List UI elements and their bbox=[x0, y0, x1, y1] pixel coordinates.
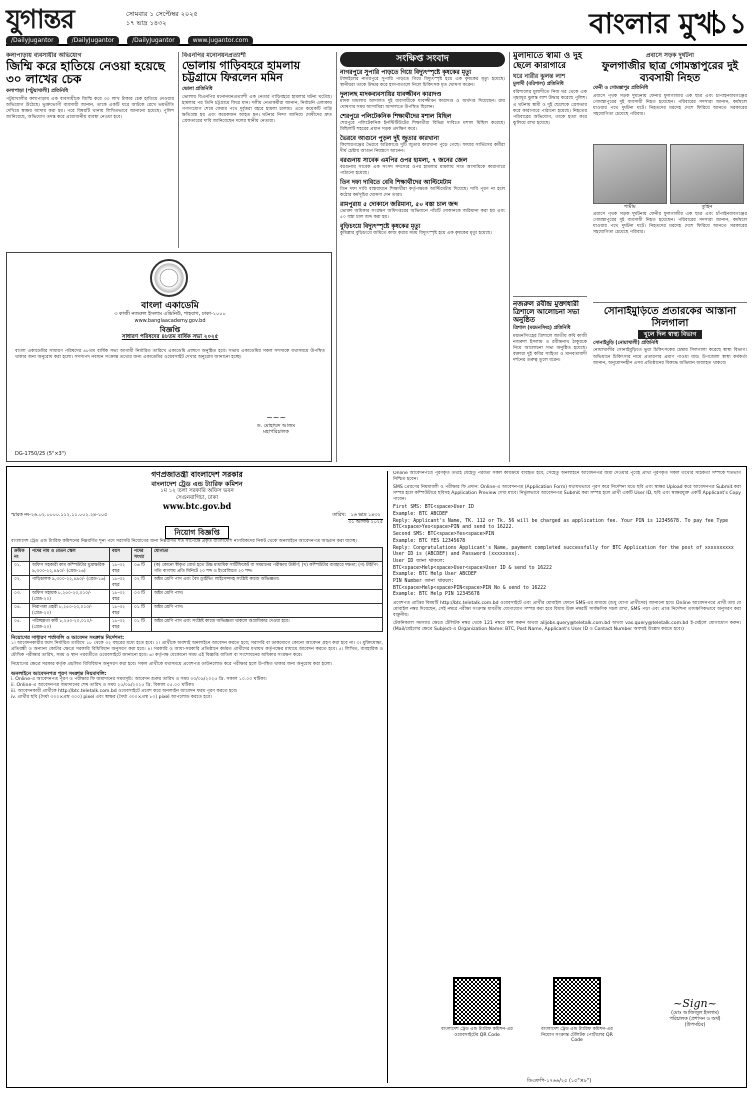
story-body: ময়মনসিংহের ত্রিশালে জাতীয় কবি কাজী নজরুল ইসলাম ও রবীন্দ্রনাথ ঠাকুরকে নিয়ে আলোচনা সভা অনুষ্ঠিত হয়েছে। বক্তারা দুই কবির সাহিত্য ও মানবতাবাদী দর্শনের গুরুত্ব তুলে ধরেন। bbox=[513, 334, 587, 364]
bangla-academy-notice bbox=[6, 252, 332, 462]
table-row: ০১. অফিস সহকারী কাম কম্পিউটার মুদ্রাক্ষরিক ৯,৩০০-২২,৪৯০/- (গ্রেড-১৬) ১৮-৩২ বছর ০৬ টি (ক) কোনো স্বীকৃত বোর্ড হতে উচ্চ মাধ্যমিক সার্টিফিকেট বা সমমানের পরীক্ষায় উত্তীর্ণ; (খ) কম্পিউটার ব্যবহারে দক্ষতা; (গ) টাইপিং গতি বাংলায় প্রতি মিনিটে ২০ শব্দ ও ইংরেজিতে ২০ শব্দ। bbox=[12, 562, 383, 576]
signature-block: ~Sign~ (মোঃ আজিজুল ইসলাম) পরিচালক (প্রশাসন ও অর্থ) (উপসচিব) bbox=[669, 997, 721, 1028]
brief-news bbox=[340, 52, 505, 462]
story-subhead: খুলে দিল স্বাস্থ্য বিভাগ bbox=[638, 330, 703, 339]
online-item: iii. আবেদনকারী প্রার্থীকে http://btc.teletalk.com.bd ওয়েবসাইটে প্রবেশ করে অনলাইন আবেদন ফরম পূরণ করতে হবে। bbox=[11, 688, 238, 694]
twitter-link[interactable]: /DailyJugantor bbox=[67, 36, 120, 46]
memo-number: স্মারক নং-২৬.০২.০০০০.১১২.১১.০০২.২৪-১০৫ bbox=[11, 512, 108, 518]
story-headline[interactable]: নজরুল রবীন্দ্র মুক্তাধারী ত্রিশালে আলোচনা সভা অনুষ্ঠিত bbox=[513, 300, 580, 325]
brief-item: বুড়িচংয়ে বিদ্যুৎস্পৃষ্টে কৃষকের মৃত্যু কুমিল্লার বুড়িচংয়ে জমিতে কাজ করার সময় বিদ্যুৎস্পৃষ্ট হয়ে এক কৃষকের মৃত্যু হয়েছে। bbox=[340, 223, 492, 237]
story-body-more: প্রবাসে পৃথক সড়ক দুর্ঘটনায় ফেনীর ফুলগাজীর এক ছাত্র এবং চাঁপাইনবাবগঞ্জের গোমস্তাপুরের দুই ব্যবসায়ী নিহত হয়েছেন। পরিবারের সদস্যরা জানান, কর্মস্থলে যাওয়ার পথে দুর্ঘটনা ঘটে। নিহতদের মরদেহ দেশে ফিরিয়ে আনতে সরকারের সহযোগিতা চেয়েছে পরিবার। bbox=[593, 211, 747, 236]
academy-name: বাংলা একাডেমি bbox=[141, 301, 199, 311]
conditions-body-more: নিয়োগের ক্ষেত্রে সরকার কর্তৃক প্রচলিত বিধিবিধান অনুসরণ করা হবে। সকল প্রার্থীকে যথাসময়ে প্রবেশপত্র ডাউনলোড করে পরীক্ষার হলে উপস্থিত থাকার জন্য অনুরোধ করা হলো। bbox=[11, 661, 333, 667]
academy-web[interactable]: www.banglaacademy.gov.bd bbox=[134, 317, 206, 324]
website-link[interactable]: www.jugantor.com bbox=[188, 36, 254, 46]
conditions-body: ১। আবেদনকারীর বয়স নির্ধারিত তারিখে ১৮ থেকে ৩২ বছরের মধ্যে হতে হবে। ২। প্রার্থীকে অবশ্যই অনলাইনে আবেদন করতে হবে; সরাসরি বা ডাকযোগে কোনো আবেদন গ্রহণ করা হবে না। ৩। মুক্তিযোদ্ধা, প্রতিবন্ধী ও অন্যান্য কোটার ক্ষেত্রে সরকারি বিধিবিধান অনুসরণ করা হবে। ৪। সরকারি ও আধা-সরকারি প্রতিষ্ঠানে কর্মরত প্রার্থীদের যথাযথ কর্তৃপক্ষের মাধ্যমে আবেদন করতে হবে। ৫। লিখিত, ব্যবহারিক ও মৌখিক পরীক্ষার তারিখ, সময় ও স্থান পরবর্তীতে ওয়েবসাইটে জানানো হবে। ৬। কর্তৃপক্ষ যেকোনো সময় এই বিজ্ঞপ্তি বাতিল বা সংশোধনের অধিকার সংরক্ষণ করে। bbox=[11, 641, 383, 659]
conditions-title: নিয়োগের সাধারণ শর্তাবলি ও আবেদন সংক্রান্ত নির্দেশনা: bbox=[11, 635, 125, 642]
story-byline: ফেনী ও গোমস্তাপুর প্রতিনিধি bbox=[593, 85, 648, 91]
ad-left-column: গণপ্রজাতন্ত্রী বাংলাদেশ সরকার বাংলাদেশ ট্রেড এন্ড ট্যারিফ কমিশন ১ম ১২ তলা সরকারি অফিস ভবন সেগুনবাগিচা, ঢাকা www.btc.gov.bd স্মারক নং-২৬.০২.০০০০.১১২.১১.০০২.২৪-১০৫ তারিখ: ১৬ ভাদ্র ১৪৩২ ৩১ আগস্ট ২০২৫ নিয়োগ বিজ্ঞপ্তি বাংলাদেশ ট্রেড এন্ড ট্যারিফ কমিশনের নিম্নবর্ণিত শূন্য পদে সরাসরি নিয়োগের জন্য নিম্নবর্ণিত শর্ত সাপেক্ষে প্রকৃত বাংলাদেশি নাগরিকদের নিকট থেকে অনলাইনে আবেদনপত্র আহ্বান করা যাচ্ছে। ক্রমিক নং পদের নাম ও বেতন স্কেল বয়স পদের সংখ্যা যোগ্যতা ০১. অফিস সহকারী কাম কম্পিউটার মুদ্রাক্ষরিক ৯,৩০০-২২,৪৯০/- (গ্রেড-১৬) ১৮-৩২ বছর ০৬ টি (ক) কোনো স্বীকৃত বোর্ড হতে উচ্চ মাধ্যমিক সার্টিফিকেট বা সমমানের পরীক্ষায় উত্তীর্ণ; (খ) কম্পিউটার ব্যবহারে দক্ষতা; (গ) টাইপিং গতি বাংলায় প্রতি মিনিটে ২০ শব্দ ও ইংরেজিতে ২০ শব্দ। ০২. গাড়িচালক ৯,৩০০-২২,৪৯০/- (গ্রেড-১৬) ১৮-৩২ বছর ০২ টি অষ্টম শ্রেণি পাস এবং বৈধ ড্রাইভিং লাইসেন্সসহ সংশ্লিষ্ট কাজে অভিজ্ঞতা। ০৩. অফিস সহায়ক ৮,২৫০-২০,০১০/- (গ্রেড-২০) ১৮-৩২ বছর ০৩ টি অষ্টম শ্রেণি পাস। ০৪. নিরাপত্তা প্রহরী ৮,২৫০-২০,০১০/- (গ্রেড-২০) ১৮-৩২ বছর ০১ টি অষ্টম শ্রেণি পাস। ০৫. পরিচ্ছন্নতা কর্মী ৮,২৫০-২০,০১০/- (গ্রেড-২০) ১৮-৩২ বছর ০১ টি অষ্টম শ্রেণি পাস এবং সংশ্লিষ্ট কাজে অভিজ্ঞতা থাকলে অগ্রাধিকার দেওয়া হবে। নিয়োগের সাধারণ শর্তাবলি ও আবেদন সংক্রান্ত নির্দেশনা: ১। আবেদনকারীর বয়স নির্ধারিত তারিখে ১৮ থেকে ৩২ বছরের মধ্যে হতে হবে। ২। প্রার্থীকে অবশ্যই অনলাইনে আবেদন করতে হবে; সরাসরি বা ডাকযোগে কোনো আবেদন গ্রহণ করা হবে না। ৩। মুক্তিযোদ্ধা, প্রতিবন্ধী ও অন্যান্য কোটার ক্ষেত্রে সরকারি বিধিবিধান অনুসরণ করা হবে। ৪। সরকারি ও আধা-সরকারি প্রতিষ্ঠানে কর্মরত প্রার্থীদের যথাযথ কর্তৃপক্ষের মাধ্যমে আবেদন করতে হবে। ৫। লিখিত, ব্যবহারিক ও মৌখিক পরীক্ষার তারিখ, সময় ও স্থান পরবর্তীতে ওয়েবসাইটে জানানো হবে। ৬। কর্তৃপক্ষ যেকোনো সময় এই বিজ্ঞপ্তি বাতিল বা সংশোধনের অধিকার সংরক্ষণ করে। নিয়োগের ক্ষেত্রে সরকার কর্তৃক প্রচলিত বিধিবিধান অনুসরণ করা হবে। সকল প্রার্থীকে যথাসময়ে প্রবেশপত্র ডাউনলোড করে পরীক্ষার হলে উপস্থিত থাকার জন্য অনুরোধ করা হলো। অনলাইনে আবেদনপত্র পূরণ সংক্রান্ত নিয়মাবলি: i. Online-এ আবেদনপত্র পূরণ ও পরীক্ষার ফি জমাদানের সময়সূচি: আবেদন শুরুর তারিখ ও সময় ০৩/০৯/২০২৫ খ্রি. সকাল ১০.০০ ঘটিকা। ii. Online-এ আবেদনপত্র জমাদানের শেষ তারিখ ও সময় ২৫/০৯/২০২৫ খ্রি. বিকাল ০৫.০০ ঘটিকা। iii. আবেদনকারী প্রার্থীকে http://btc.teletalk.com.bd ওয়েবসাইটে প্রবেশ করে অনলাইন আবেদন ফরম পূরণ করতে হবে। iv. প্রার্থীর ছবি (দৈর্ঘ্য ৩০০×প্রস্থ ৩০০) pixel এবং স্বাক্ষর (দৈর্ঘ্য ৩০০×প্রস্থ ৮০) pixel আপলোড করতে হবে। bbox=[11, 471, 383, 701]
brief-item: দুলালছ মাদকব্যবসায়ির যাবজ্জীবন কারাদণ্ড মাদক মামলায় আদালত দুই ব্যবসায়ীকে যাবজ্জীবন কারাদণ্ড ও অর্থদণ্ড দিয়েছেন। রায় ঘোষণার সময় আসামিরা আদালতে উপস্থিত ছিলেন। bbox=[340, 91, 505, 111]
posts-table bbox=[11, 547, 383, 632]
brief-item: বরগুনায় সাবেক এমপির ওপর হামলা, ৭ জনের জেল বরগুনায় সাবেক এক সংসদ সদস্যের ওপর হামলার মামলায় সাত আসামিকে কারাগারে পাঠানো হয়েছে। bbox=[340, 157, 505, 177]
qr-code-icon[interactable] bbox=[553, 977, 601, 1025]
facebook-link[interactable]: /DailyJugantor bbox=[6, 36, 59, 46]
notice-title: বিজ্ঞপ্তি bbox=[159, 324, 181, 334]
btc-website[interactable]: www.btc.gov.bd bbox=[162, 500, 232, 511]
right-text: টেকনিক্যাল সমস্যার ক্ষেত্রে টেলিটক নম্বর থেকে 121 নম্বরে কল করুন অথবা alljobs.query@teletalk.com.bd অথবা vas.query@teletalk.com.bd ই-মেইলে যোগাযোগ করুন। (Mail/মেইলের ক্ষেত্রে Subject-এ Organization Name: BTC, Post Name, Applicant's User ID ও Contact Number অবশ্যই উল্লেখ করতে হবে।) bbox=[393, 621, 741, 633]
sms-instructions: First SMS: BTC<space>User ID Example: BTC ABCDEF Reply: Applicant's Name, TK. 112 or Tk. 56 will be charged as application fee. Your PIN is 12345678. To pay fee Type BTC<space>Yes<space>PIN and send to 16222. Second SMS: BTC<space>Yes<space>PIN Example: BTC YES 12345678 Reply: Congratulations Applicant's Name, payment completed successfully for BTC Application for the post of xxxxxxxxxx User ID is (ABCDEF) and Password (xxxxxxxx). User ID জানা থাকলে: BTC<space>Help<space>User<space>User ID & send to 16222 Example: BTC Help User ABCDEF PIN Number জানা থাকলে: BTC<space>Help<space>PIN<space>PIN No & send to 16222 Example: BTC Help PIN 12345678 bbox=[393, 505, 734, 598]
youtube-link[interactable]: /DailyJugantor bbox=[127, 36, 180, 46]
story-headline[interactable]: জিম্মি করে হাতিয়ে নেওয়া হয়েছে ৩০ লাখের চেক bbox=[6, 58, 165, 87]
btc-name: বাংলাদেশ ট্রেড এন্ড ট্যারিফ কমিশন bbox=[151, 479, 243, 488]
table-row: ০৪. নিরাপত্তা প্রহরী ৮,২৫০-২০,০১০/- (গ্রেড-২০) ১৮-৩২ বছর ০১ টি অষ্টম শ্রেণি পাস। bbox=[12, 604, 383, 618]
story-byline: সোনাইমুড়ি (নোয়াখালী) প্রতিনিধি bbox=[593, 340, 659, 346]
story-kicker: বিএনপির মনোনয়নপ্রত্যাশী bbox=[182, 52, 246, 59]
ad-right-column bbox=[393, 471, 741, 941]
story-kicker: কলাপাড়ায় ব্যবসায়ীর অভিযোগ bbox=[6, 52, 82, 59]
brief-item: ভৈরবে আগুনে পুড়ল দুই জুতার কারখানা কিশোরগঞ্জের ভৈরবে অগ্নিকাণ্ডে দুটি জুতার কারখানা পুড়ে গেছে। ফায়ার সার্ভিসের কর্মীরা দীর্ঘ চেষ্টায় আগুন নিয়ন্ত্রণে আনেন। bbox=[340, 135, 505, 155]
story-bhola bbox=[182, 52, 332, 248]
story-kicker: প্রবাসে সড়ক দুর্ঘটনা bbox=[645, 52, 694, 59]
table-row: ০৫. পরিচ্ছন্নতা কর্মী ৮,২৫০-২০,০১০/- (গ্রেড-২০) ১৮-৩২ বছর ০১ টি অষ্টম শ্রেণি পাস এবং সংশ্লিষ্ট কাজে অভিজ্ঞতা থাকলে অগ্রাধিকার দেওয়া হবে। bbox=[12, 618, 383, 632]
story-byline: কলাপাড়া (পটুয়াখালী) প্রতিনিধি bbox=[6, 89, 68, 95]
table-header-row: ক্রমিক নং পদের নাম ও বেতন স্কেল বয়স পদের সংখ্যা যোগ্যতা bbox=[12, 548, 383, 562]
online-item: i. Online-এ আবেদনপত্র পূরণ ও পরীক্ষার ফি জমাদানের সময়সূচি: আবেদন শুরুর তারিখ ও সময় ০৩/০৯/২০২৫ খ্রি. সকাল ১০.০০ ঘটিকা। bbox=[11, 676, 267, 682]
academy-seal-icon bbox=[150, 259, 188, 297]
right-text: SMS প্রেরণের নিয়মাবলী ও পরীক্ষার ফি প্রদান: Online-এ আবেদনপত্র (Application Form) যথাযথভাবে পূরণ করে নির্দেশনা মতে ছবি এবং স্বাক্ষর Upload করে আবেদনপত্র Submit করা সম্পন্ন হলে কম্পিউটারে ছবিসহ Application Preview দেখা যাবে। নির্ভুলভাবে আবেদনপত্র Submit করা সম্পন্ন হলে প্রার্থী একটি User ID, ছবি এবং স্বাক্ষরযুক্ত একটি Applicant's Copy পাবেন। bbox=[393, 485, 741, 503]
photo-tuhin bbox=[670, 144, 744, 204]
story-kicker: মুলাদীতে স্বামী ও দুই ছেলে কারাগারে bbox=[513, 52, 583, 71]
story-headline[interactable]: ফুলগাজীর ছাত্র গোমস্তাপুরের দুই ব্যবসায়ী নিহত bbox=[601, 59, 739, 84]
photo-caption: তুহিন bbox=[701, 203, 713, 210]
brief-header: সংক্ষিপ্ত সংবাদ bbox=[340, 52, 505, 67]
recruitment-intro: বাংলাদেশ ট্রেড এন্ড ট্যারিফ কমিশনের নিম্নবর্ণিত শূন্য পদে সরাসরি নিয়োগের জন্য নিম্নবর্ণিত শর্ত সাপেক্ষে প্রকৃত বাংলাদেশি নাগরিকদের নিকট থেকে অনলাইনে আবেদনপত্র আহ্বান করা যাচ্ছে। bbox=[11, 539, 358, 545]
story-byline: ভোলা প্রতিনিধি bbox=[182, 86, 213, 92]
story-abroad-accident bbox=[593, 52, 747, 300]
dg-code: DG-1750/25 (5"×3") bbox=[15, 450, 66, 457]
date-bangla: ১৬ ভাদ্র ১৪৩২ bbox=[350, 512, 381, 518]
brief-item: নাগরপুরে সুপারি পাড়তে গিয়ে বিদ্যুৎস্পৃষ্টে কৃষকের মৃত্যু টাঙ্গাইলের নাগরপুরে সুপারি পাড়তে গিয়ে বিদ্যুৎস্পৃষ্ট হয়ে এক কৃষকের মৃত্যু হয়েছে। স্থানীয়রা তাকে উদ্ধার করে হাসপাতালে নিলে চিকিৎসক মৃত ঘোষণা করেন। bbox=[340, 69, 505, 89]
notice-subtitle: সাধারণ পরিষদের ৪৮তম বার্ষিক সভা ২০২৫ bbox=[121, 333, 219, 340]
right-text: Online আবেদনপত্রে পূরণকৃত তথ্যই যেহেতু পরবর্তী সকল কার্যক্রমে ব্যবহৃত হবে, সেহেতু অনলাইনে আবেদনপত্র জমা দেওয়ার পূর্বেই প্রার্থী পূরণকৃত সকল তথ্যের সঠিকতা সম্পর্কে শতভাগ নিশ্চিত হবেন। bbox=[393, 471, 741, 483]
section-title: বাংলার মুখ bbox=[589, 7, 713, 40]
notice-body: বাংলা একাডেমির সাধারণ পরিষদের ৪৮তম বার্ষিক সভা আগামী নির্ধারিত তারিখে একাডেমি প্রাঙ্গণে অনুষ্ঠিত হবে। সভায় একাডেমির সকল সদস্যকে যথাসময়ে উপস্থিত থাকার জন্য অনুরোধ করা হলো। সদস্যপদ নবায়ন সংক্রান্ত তথ্যের জন্য একাডেমির ওয়েবসাইট দেখার অনুরোধ জানানো হচ্ছে। bbox=[15, 349, 325, 361]
story-byline: মুলাদী (বরিশাল) প্রতিনিধি bbox=[513, 82, 564, 88]
story-kalapara bbox=[6, 52, 174, 192]
brief-item: রামপুরায় ৫ দোকানে জরিমানা, ৫০ বস্তা চাল জব্দ ভোক্তা অধিকার সংরক্ষণ অধিদপ্তরের অভিযানে পাঁচটি দোকানকে জরিমানা করা হয় এবং ৫০ বস্তা চাল জব্দ করা হয়। bbox=[340, 201, 505, 221]
online-title: অনলাইনে আবেদনপত্র পূরণ সংক্রান্ত নিয়মাবলি: bbox=[11, 670, 107, 677]
online-item: iv. প্রার্থীর ছবি (দৈর্ঘ্য ৩০০×প্রস্থ ৩০০) pixel এবং স্বাক্ষর (দৈর্ঘ্য ৩০০×প্রস্থ ৮০) pixel আপলোড করতে হবে। bbox=[11, 695, 212, 701]
brief-item: শেরপুরে পলিটেকনিক শিক্ষার্থীদের মশাল মিছিল শেরপুরে পলিটেকনিক ইনস্টিটিউটের শিক্ষার্থীরা বিভিন্ন দাবিতে মশাল মিছিল করেছে। মিছিলটি শহরের প্রধান সড়ক প্রদক্ষিণ করে। bbox=[340, 113, 505, 133]
table-row: ০২. গাড়িচালক ৯,৩০০-২২,৪৯০/- (গ্রেড-১৬) ১৮-৩২ বছর ০২ টি অষ্টম শ্রেণি পাস এবং বৈধ ড্রাইভিং লাইসেন্সসহ সংশ্লিষ্ট কাজে অভিজ্ঞতা। bbox=[12, 576, 383, 590]
newspaper-logo: যুগান্তর bbox=[6, 5, 74, 35]
story-body: পটুয়াখালীর কলাপাড়ায় এক ব্যবসায়ীকে জিম্মি করে ৩০ লাখ টাকার চেক হাতিয়ে নেওয়ার অভিযোগ উঠেছে। ভুক্তভোগী ব্যবসায়ী জানান, তাকে একটি ঘরে আটকে রেখে ভয়ভীতি দেখিয়ে স্বাক্ষর আদায় করা হয়। পরে বিষয়টি থানায় লিখিতভাবে জানানো হয়েছে। পুলিশ জানিয়েছে, অভিযোগ তদন্ত করে প্রয়োজনীয় ব্যবস্থা নেওয়া হবে। bbox=[6, 97, 174, 121]
story-body: বরিশালের মুলাদীতে নিজ ঘর থেকে এক গৃহবধূর ঝুলন্ত লাশ উদ্ধার করেছে পুলিশ। এ ঘটনায় স্বামী ও দুই ছেলেকে গ্রেফতার করে কারাগারে পাঠানো হয়েছে। নিহতের পরিবারের অভিযোগ, তাকে হত্যা করে ঝুলিয়ে রাখা হয়েছে। bbox=[513, 90, 587, 126]
issue-date: সোমবার ১ সেপ্টেম্বর ২০২৫ ১৭ ভাদ্র ১৪৩২ bbox=[126, 10, 198, 27]
online-item: ii. Online-এ আবেদনপত্র জমাদানের শেষ তারিখ ও সময় ২৫/০৯/২০২৫ খ্রি. বিকাল ০৫.০০ ঘটিকা। bbox=[11, 682, 195, 688]
date-english: ৩১ আগস্ট ২০২৫ bbox=[348, 519, 383, 525]
story-headline[interactable]: ঘরে নারীর ঝুলন্ত লাশ bbox=[513, 72, 566, 80]
academy-address: ৩ কাজী নজরুল ইসলাম এভিনিউ, শাহবাগ, ঢাকা-১০০০ bbox=[114, 311, 226, 318]
dfp-code: ডিএফপি-১৭৬৬/২৫ (১৫"×৮") bbox=[527, 1077, 592, 1084]
photo-caption: শামীম bbox=[624, 203, 636, 210]
story-body: নোয়াখালীর সোনাইমুড়িতে ভুয়া চিকিৎসকের চেম্বার সিলগালা করেছে স্বাস্থ্য বিভাগ। অভিযানে চিকিৎসার নামে প্রতারণার প্রমাণ পাওয়া যায়। উপজেলা স্বাস্থ্য কর্মকর্তা জানান, অনুমোদনহীন এসব প্রতিষ্ঠানের বিরুদ্ধে অভিযান অব্যাহত থাকবে। bbox=[593, 348, 747, 366]
qr-code-icon[interactable] bbox=[453, 977, 501, 1025]
brief-item: তিন দফা দাবিতে বেবি শিক্ষার্থীদের আল্টিমেটাম তিন দফা দাবি বাস্তবায়নে শিক্ষার্থীরা কর্তৃপক্ষকে আল্টিমেটাম দিয়েছে। দাবি পূরণ না হলে কঠোর কর্মসূচির ঘোষণা দেন তারা। bbox=[340, 179, 505, 199]
story-headline[interactable]: সোনাইমুড়িতে প্রতারকের আস্তানা সিলগালা bbox=[603, 306, 737, 329]
masthead bbox=[6, 4, 747, 46]
social-links bbox=[6, 36, 436, 46]
story-sonaimuri bbox=[593, 306, 747, 462]
photo-shamim bbox=[593, 144, 667, 204]
story-byline: ত্রিশাল (ময়মনসিংহ) প্রতিনিধি bbox=[513, 326, 571, 332]
right-text: প্রবেশপত্র প্রাপ্তির বিষয়টি http://btc.teletalk.com.bd ওয়েবসাইটে এবং প্রার্থীর মোবাইল ফোনে SMS-এর মাধ্যমে (শুধু যোগ্য প্রার্থীদের) জানানো হবে। Online আবেদনপত্রে প্রার্থী তার যে মোবাইল নম্বর দিয়েছেন, সেই নম্বরে পরীক্ষা সংক্রান্ত যাবতীয় যোগাযোগ সম্পন্ন করা হবে বিধায় উক্ত নম্বরটি সার্বক্ষণিক সচল রাখা, SMS পড়া এবং প্রাপ্ত নির্দেশনা তাৎক্ষণিকভাবে অনুসরণ করা বাঞ্ছনীয়। bbox=[393, 601, 741, 619]
btc-recruitment-ad bbox=[6, 466, 747, 1088]
recruitment-title: নিয়োগ বিজ্ঞপ্তি bbox=[165, 526, 229, 539]
qr-website: বাংলাদেশ ট্রেড এন্ড ট্যারিফ কমিশন-এর ওয়েবসাইটের QR Code bbox=[437, 977, 517, 1038]
story-trishal bbox=[513, 300, 587, 462]
academy-signature: ~~~ ড. মোহাম্মদ আজম মহাপরিচালক bbox=[256, 413, 296, 436]
story-headline[interactable]: ভোলায় গাড়িবহরে হামলায় চট্টগ্রামে ফিরলেন মমিন bbox=[182, 58, 301, 85]
qr-teletalk: বাংলাদেশ ট্রেড এন্ড ট্যারিফ কমিশন-এর নিয়োগ সংক্রান্ত টেলিটক পোর্টালের QR Code bbox=[537, 977, 617, 1044]
story-body: ভোলায় বিএনপির মনোনয়নপ্রত্যাশী এক নেতার গাড়িবহরে হামলার ঘটনা ঘটেছে। হামলার পর তিনি চট্টগ্রামে ফিরে যান। দলীয় নেতাকর্মীরা জানান, নির্বাচনি এলাকায় গণসংযোগ শেষে ফেরার পথে দুর্বৃত্তরা বহরে হামলা চালায়। এতে কয়েকটি গাড়ি ক্ষতিগ্রস্ত হয় এবং কয়েকজন আহত হন। ঘটনার নিন্দা জানিয়ে দোষীদের দ্রুত গ্রেফতারের দাবি জানিয়েছেন দলের স্থানীয় নেতারা। bbox=[182, 94, 332, 125]
govt-header: গণপ্রজাতন্ত্রী বাংলাদেশ সরকার bbox=[151, 471, 243, 479]
table-row: ০৩. অফিস সহায়ক ৮,২৫০-২০,০১০/- (গ্রেড-২০) ১৮-৩২ বছর ০৩ টি অষ্টম শ্রেণি পাস। bbox=[12, 590, 383, 604]
story-body: প্রবাসে পৃথক সড়ক দুর্ঘটনায় ফেনীর ফুলগাজীর এক ছাত্র এবং চাঁপাইনবাবগঞ্জের গোমস্তাপুরের দুই ব্যবসায়ী নিহত হয়েছেন। পরিবারের সদস্যরা জানান, কর্মস্থলে যাওয়ার পথে দুর্ঘটনা ঘটে। নিহতদের মরদেহ দেশে ফিরিয়ে আনতে সরকারের সহযোগিতা চেয়েছে পরিবার। bbox=[593, 93, 747, 117]
story-muladi bbox=[513, 52, 587, 292]
page-number: ১১ bbox=[710, 7, 747, 40]
